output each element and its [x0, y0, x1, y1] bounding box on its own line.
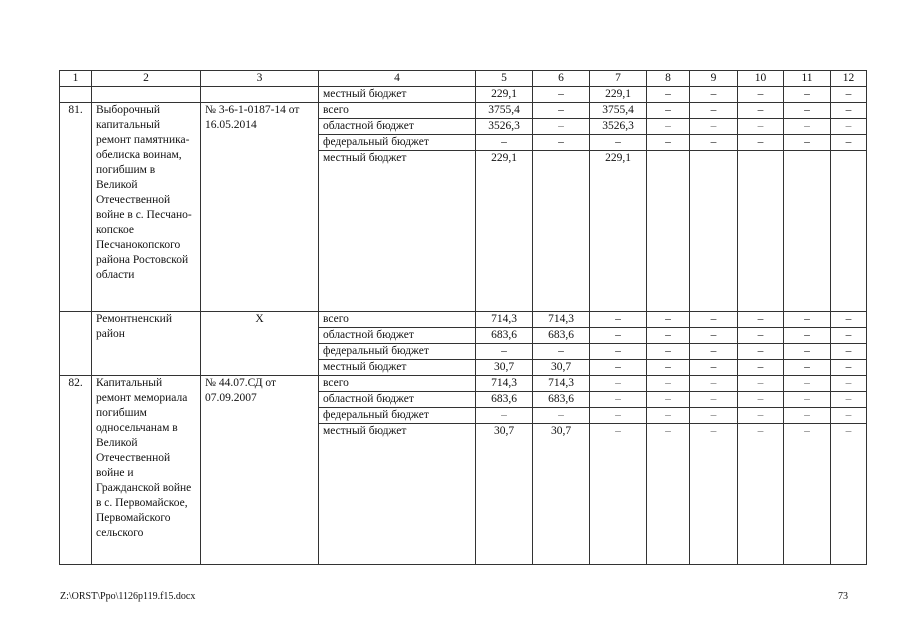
- header-cell: 6: [533, 71, 590, 87]
- value-cell: –: [533, 103, 590, 119]
- value-cell: 30,7: [533, 424, 590, 565]
- header-cell: 11: [784, 71, 831, 87]
- value-cell: –: [738, 376, 784, 392]
- value-cell: [738, 151, 784, 312]
- value-cell: –: [590, 360, 647, 376]
- value-cell: 683,6: [533, 392, 590, 408]
- value-cell: –: [738, 392, 784, 408]
- value-cell: –: [590, 344, 647, 360]
- value-cell: [784, 151, 831, 312]
- value-cell: 714,3: [533, 312, 590, 328]
- value-cell: –: [590, 408, 647, 424]
- value-cell: –: [647, 87, 690, 103]
- value-cell: –: [690, 135, 738, 151]
- item-number: 81.: [60, 103, 92, 312]
- value-cell: –: [831, 135, 867, 151]
- value-cell: –: [784, 103, 831, 119]
- value-cell: –: [647, 376, 690, 392]
- value-cell: –: [590, 135, 647, 151]
- value-cell: –: [831, 424, 867, 565]
- value-cell: –: [533, 344, 590, 360]
- value-cell: –: [784, 408, 831, 424]
- value-cell: –: [590, 424, 647, 565]
- value-cell: –: [647, 312, 690, 328]
- page-number: 73: [838, 591, 848, 602]
- value-cell: –: [690, 103, 738, 119]
- value-cell: –: [784, 312, 831, 328]
- value-cell: [533, 151, 590, 312]
- value-cell: –: [738, 119, 784, 135]
- budget-type-cell: областной бюджет: [319, 328, 476, 344]
- value-cell: –: [690, 87, 738, 103]
- value-cell: –: [647, 408, 690, 424]
- value-cell: –: [831, 103, 867, 119]
- value-cell: 3526,3: [476, 119, 533, 135]
- value-cell: –: [831, 360, 867, 376]
- value-cell: –: [831, 392, 867, 408]
- value-cell: 714,3: [476, 376, 533, 392]
- item-document: № 3-6-1-0187-14 от 16.05.2014: [201, 103, 319, 312]
- value-cell: –: [784, 119, 831, 135]
- value-cell: –: [831, 344, 867, 360]
- value-cell: –: [647, 103, 690, 119]
- header-cell: 10: [738, 71, 784, 87]
- value-cell: –: [784, 344, 831, 360]
- value-cell: 229,1: [590, 151, 647, 312]
- item-name: Выборочный капитальный ремонт памятника-обелиска воинам, погибшим в Великой Отечественной войне в с. Песчано-копское Песчанокопского района Ростовской области: [92, 103, 201, 312]
- value-cell: –: [533, 119, 590, 135]
- value-cell: 714,3: [476, 312, 533, 328]
- budget-type-cell: местный бюджет: [319, 424, 476, 565]
- value-cell: 3755,4: [590, 103, 647, 119]
- value-cell: –: [476, 135, 533, 151]
- item-document: № 44.07.СД от 07.09.2007: [201, 376, 319, 565]
- value-cell: –: [647, 392, 690, 408]
- value-cell: 3755,4: [476, 103, 533, 119]
- value-cell: –: [784, 392, 831, 408]
- value-cell: –: [690, 376, 738, 392]
- value-cell: –: [590, 376, 647, 392]
- value-cell: –: [647, 135, 690, 151]
- value-cell: –: [831, 408, 867, 424]
- value-cell: –: [738, 135, 784, 151]
- value-cell: –: [738, 103, 784, 119]
- budget-type-cell: всего: [319, 376, 476, 392]
- value-cell: 683,6: [476, 328, 533, 344]
- table-row: [60, 87, 867, 103]
- value-cell: 229,1: [590, 87, 647, 103]
- item-name: Капитальный ремонт мемориала погибшим односельчанам в Великой Отечественной войне и Гражданской войне в с. Первомайское, Первомайского сельского: [92, 376, 201, 565]
- table-row: [60, 312, 867, 328]
- value-cell: –: [590, 312, 647, 328]
- value-cell: –: [690, 344, 738, 360]
- value-cell: –: [690, 424, 738, 565]
- value-cell: –: [738, 87, 784, 103]
- header-cell: 4: [319, 71, 476, 87]
- value-cell: –: [690, 328, 738, 344]
- value-cell: –: [533, 87, 590, 103]
- value-cell: –: [784, 328, 831, 344]
- value-cell: –: [647, 344, 690, 360]
- value-cell: 3526,3: [590, 119, 647, 135]
- value-cell: 714,3: [533, 376, 590, 392]
- value-cell: –: [690, 392, 738, 408]
- budget-table: [59, 70, 867, 565]
- value-cell: –: [738, 408, 784, 424]
- value-cell: –: [784, 135, 831, 151]
- value-cell: –: [533, 408, 590, 424]
- value-cell: 30,7: [476, 424, 533, 565]
- budget-type-cell: областной бюджет: [319, 392, 476, 408]
- value-cell: 229,1: [476, 87, 533, 103]
- value-cell: –: [784, 87, 831, 103]
- header-cell: 5: [476, 71, 533, 87]
- value-cell: –: [647, 360, 690, 376]
- value-cell: 683,6: [476, 392, 533, 408]
- value-cell: –: [738, 328, 784, 344]
- budget-type-cell: местный бюджет: [319, 360, 476, 376]
- value-cell: –: [647, 119, 690, 135]
- budget-type-cell: всего: [319, 312, 476, 328]
- header-cell: 7: [590, 71, 647, 87]
- value-cell: –: [647, 424, 690, 565]
- budget-type-cell: федеральный бюджет: [319, 135, 476, 151]
- budget-type-cell: федеральный бюджет: [319, 408, 476, 424]
- value-cell: –: [784, 360, 831, 376]
- header-cell: 3: [201, 71, 319, 87]
- value-cell: –: [831, 376, 867, 392]
- table-row: [60, 103, 867, 119]
- header-cell: 12: [831, 71, 867, 87]
- value-cell: –: [476, 344, 533, 360]
- value-cell: –: [690, 119, 738, 135]
- value-cell: [647, 151, 690, 312]
- value-cell: –: [831, 312, 867, 328]
- value-cell: –: [784, 376, 831, 392]
- value-cell: –: [738, 312, 784, 328]
- header-cell: 2: [92, 71, 201, 87]
- budget-type-cell: местный бюджет: [319, 151, 476, 312]
- value-cell: –: [476, 408, 533, 424]
- value-cell: 683,6: [533, 328, 590, 344]
- value-cell: [831, 151, 867, 312]
- value-cell: –: [647, 328, 690, 344]
- value-cell: –: [831, 87, 867, 103]
- value-cell: –: [831, 328, 867, 344]
- value-cell: –: [690, 360, 738, 376]
- value-cell: –: [738, 344, 784, 360]
- file-path-footer: Z:\ORST\Ppo\1126p119.f15.docx: [60, 591, 196, 602]
- table-row: [60, 376, 867, 392]
- value-cell: –: [690, 312, 738, 328]
- budget-type-cell: всего: [319, 103, 476, 119]
- value-cell: –: [831, 119, 867, 135]
- value-cell: –: [590, 392, 647, 408]
- value-cell: 30,7: [533, 360, 590, 376]
- value-cell: 229,1: [476, 151, 533, 312]
- district-name: Ремонтненский район: [92, 312, 201, 376]
- value-cell: [690, 151, 738, 312]
- value-cell: –: [738, 424, 784, 565]
- item-number: 82.: [60, 376, 92, 565]
- district-document: Х: [201, 312, 319, 376]
- header-cell: 1: [60, 71, 92, 87]
- value-cell: –: [590, 328, 647, 344]
- value-cell: –: [784, 424, 831, 565]
- table-header-row: [60, 71, 867, 87]
- value-cell: –: [533, 135, 590, 151]
- budget-type-cell: областной бюджет: [319, 119, 476, 135]
- header-cell: 9: [690, 71, 738, 87]
- value-cell: 30,7: [476, 360, 533, 376]
- budget-type-cell: федеральный бюджет: [319, 344, 476, 360]
- header-cell: 8: [647, 71, 690, 87]
- value-cell: –: [690, 408, 738, 424]
- budget-type-cell: местный бюджет: [319, 87, 476, 103]
- value-cell: –: [738, 360, 784, 376]
